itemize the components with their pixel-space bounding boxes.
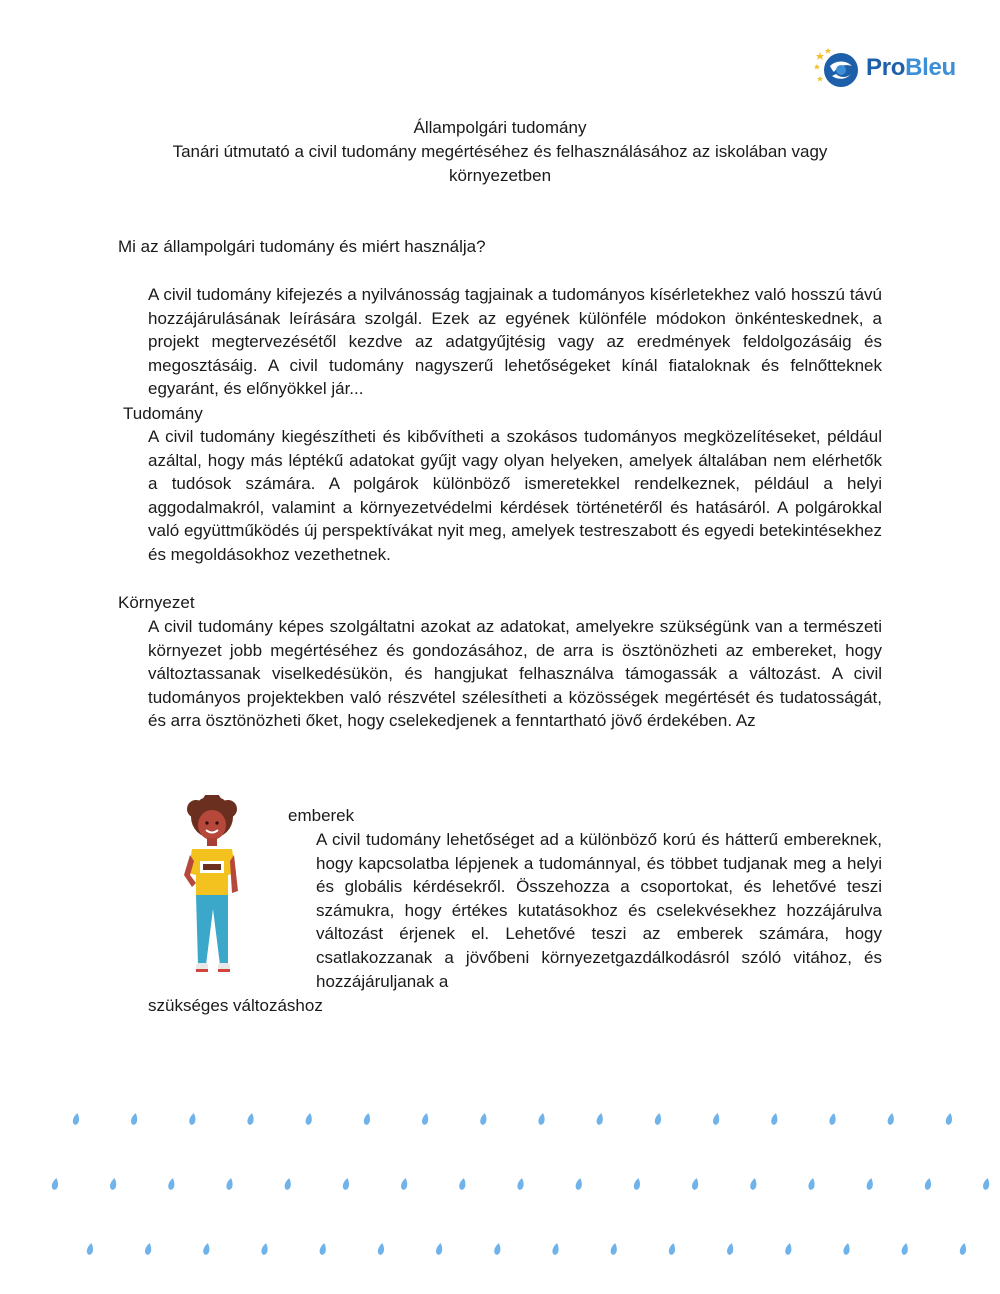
water-drop-icon xyxy=(458,1178,466,1191)
water-drop-icon xyxy=(633,1178,641,1191)
water-drop-icon xyxy=(924,1178,932,1191)
water-drop-icon xyxy=(887,1113,895,1126)
heading-environment: Környezet xyxy=(118,593,195,612)
water-drop-icon xyxy=(654,1113,662,1126)
water-drop-icon xyxy=(610,1243,618,1256)
water-drop-icon xyxy=(945,1113,953,1126)
water-drop-icon xyxy=(866,1178,874,1191)
heading-people: emberek xyxy=(288,806,355,825)
water-drop-icon xyxy=(712,1113,720,1126)
water-drop-icon xyxy=(829,1113,837,1126)
water-drop-icon xyxy=(749,1178,757,1191)
water-drop-icon xyxy=(109,1178,117,1191)
water-drop-icon xyxy=(51,1178,59,1191)
water-drop-icon xyxy=(86,1243,94,1256)
water-drop-icon xyxy=(668,1243,676,1256)
water-drop-icon xyxy=(72,1113,80,1126)
water-drop-icon xyxy=(144,1243,152,1256)
probleu-logo-icon xyxy=(814,46,864,92)
water-drop-icon xyxy=(377,1243,385,1256)
water-drop-icon xyxy=(167,1178,175,1191)
water-drop-icon xyxy=(284,1178,292,1191)
document-title xyxy=(100,116,900,188)
water-drop-icon xyxy=(726,1243,734,1256)
water-drop-icon xyxy=(130,1113,138,1126)
environment-paragraph: A civil tudomány képes szolgáltatni azokat az adatokat, amelyekre szükségünk van a természeti környezet jobb megértéséhez és gondozásához, de arra is ösztönözheti az embereket, hogy változtassanak viselkedésükön, és hangjukat felhasználva támogassák a változást. A civil tudományos projektekben való részvétel szélesítheti a közösségek megértését és tudatosságát, és arra ösztönözheti őket, hogy cselekedjenek a fenntartható jövő érdekében. Az xyxy=(148,617,882,731)
water-drop-icon xyxy=(261,1243,269,1256)
water-drop-icon xyxy=(305,1113,313,1126)
water-drop-icon xyxy=(538,1113,546,1126)
logo-text-pro: Pro xyxy=(866,54,906,81)
water-drop-icon xyxy=(400,1178,408,1191)
water-drop-icon xyxy=(843,1243,851,1256)
title-line-3: környezetben xyxy=(448,166,552,185)
water-drop-icon xyxy=(901,1243,909,1256)
water-drop-icon xyxy=(493,1243,501,1256)
heading-science: Tudomány xyxy=(123,404,203,423)
section-question: Mi az állampolgári tudomány és miért használja? xyxy=(118,237,486,256)
probleu-logo xyxy=(814,46,964,92)
water-drop-icon xyxy=(691,1178,699,1191)
water-drop-icon xyxy=(247,1113,255,1126)
water-drop-pattern xyxy=(0,1100,1000,1270)
water-drop-icon xyxy=(959,1243,967,1256)
intro-paragraph: A civil tudomány kifejezés a nyilvánosság tagjainak a tudományos kísérletekhez való hosszú távú hozzájárulásának leírására szolgál. Ezek az egyének különféle módokon önkénteskednek, a projekt megtervezésétől kezdve az adatgyűjtésig vagy az eredmények feldolgozásáig és megosztásáig. A civil tudomány nagyszerű lehetőségeket kínál fiataloknak és felnőtteknek egyaránt, és előnyökkel jár... xyxy=(148,285,882,399)
logo-wordmark xyxy=(866,55,956,81)
water-drop-icon xyxy=(770,1113,778,1126)
water-drop-icon xyxy=(226,1178,234,1191)
water-drop-icon xyxy=(552,1243,560,1256)
people-paragraph-tail: szükséges változáshoz xyxy=(148,996,323,1015)
water-drop-icon xyxy=(342,1178,350,1191)
water-drop-icon xyxy=(363,1113,371,1126)
water-drop-icon xyxy=(982,1178,990,1191)
water-drop-icon xyxy=(435,1243,443,1256)
water-drop-icon xyxy=(517,1178,525,1191)
logo-text-bleu: Bleu xyxy=(905,54,956,81)
water-drop-icon xyxy=(188,1113,196,1126)
title-line-2: Tanári útmutató a civil tudomány megértéséhez és felhasználásához az iskolában vagy xyxy=(172,142,828,161)
water-drop-icon xyxy=(575,1178,583,1191)
student-illustration xyxy=(176,795,248,977)
water-drop-icon xyxy=(784,1243,792,1256)
water-drop-icon xyxy=(202,1243,210,1256)
water-drop-icon xyxy=(479,1113,487,1126)
science-paragraph: A civil tudomány kiegészítheti és kibővítheti a szokásos tudományos megközelítéseket, például azáltal, hogy más léptékű adatokat gyűjt vagy olyan helyeken, amelyek általában nem elérhetők a tudósok számára. A polgárok különböző ismeretekkel rendelkeznek, például a helyi aggodalmakról, valamint a környezetvédelmi kérdések történetéről és hatásáról. A polgárokkal való együttműködés új perspektívákat nyit meg, amelyek testreszabott és egyedi betekintésekhez és megoldásokhoz vezethetnek. xyxy=(148,427,882,564)
water-drop-icon xyxy=(596,1113,604,1126)
water-drop-icon xyxy=(319,1243,327,1256)
water-drop-icon xyxy=(421,1113,429,1126)
title-line-1: Állampolgári tudomány xyxy=(413,118,587,137)
people-paragraph: A civil tudomány lehetőséget ad a különböző korú és hátterű embereknek, hogy kapcsolatba lépjenek a tudománnyal, és többet tudjanak meg a helyi és globális kérdésekről. Összehozza a csoportokat, és lehetővé teszi számukra, hogy értékes kutatásokhoz és cselekvésekhez hozzájárulva változást érjenek el. Lehetővé teszi az emberek számára, hogy csatlakozzanak a jövőbeni környezetgazdálkodásról szóló vitához, és hozzájáruljanak a xyxy=(316,830,882,991)
water-drop-icon xyxy=(808,1178,816,1191)
